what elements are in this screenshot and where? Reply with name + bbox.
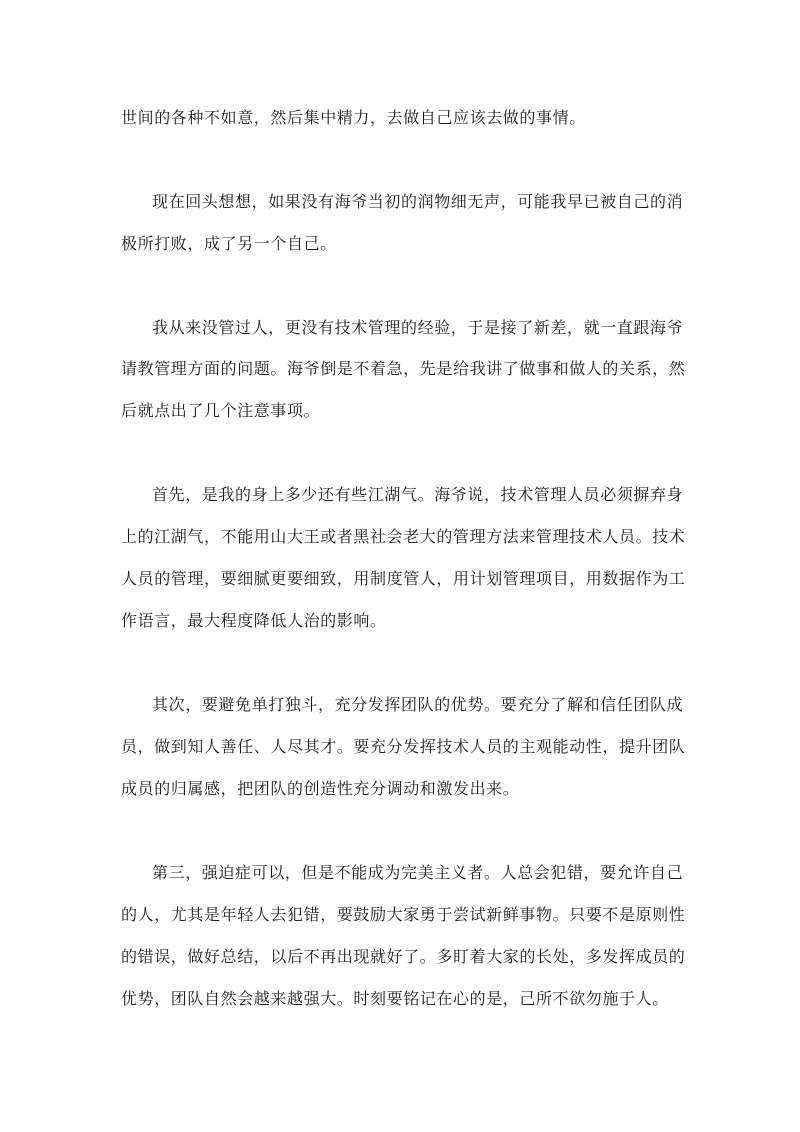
paragraph-5-line-2: 员，做到知人善任、人尽其才。要充分发挥技术人员的主观能动性，提升团队 bbox=[121, 737, 686, 756]
paragraph-6-line-2: 的人，尤其是年轻人去犯错，要鼓励大家勇于尝试新鲜事物。只要不是原则性 bbox=[121, 905, 686, 924]
paragraph-5-line-3: 成员的归属感，把团队的创造性充分调动和激发出来。 bbox=[121, 779, 520, 798]
paragraph-3-line-2: 请教管理方面的问题。海爷倒是不着急，先是给我讲了做事和做人的关系，然 bbox=[121, 359, 686, 378]
paragraph-3-line-3: 后就点出了几个注意事项。 bbox=[121, 401, 321, 420]
paragraph-1-line-1: 世间的各种不如意，然后集中精力，去做自己应该去做的事情。 bbox=[121, 108, 586, 127]
paragraph-6-line-4: 优势，团队自然会越来越强大。时刻要铭记在心的是，己所不欲勿施于人。 bbox=[121, 989, 669, 1008]
paragraph-2-line-2: 极所打败，成了另一个自己。 bbox=[121, 234, 337, 253]
paragraph-4-line-4: 作语言，最大程度降低人治的影响。 bbox=[121, 611, 387, 630]
paragraph-4-line-2: 上的江湖气，不能用山大王或者黑社会老大的管理方法来管理技术人员。技术 bbox=[121, 527, 686, 546]
paragraph-4-line-1: 首先，是我的身上多少还有些江湖气。海爷说，技术管理人员必须摒弃身 bbox=[152, 485, 684, 504]
paragraph-5-line-1: 其次，要避免单打独斗，充分发挥团队的优势。要充分了解和信任团队成 bbox=[152, 695, 684, 714]
paragraph-3-line-1: 我从来没管过人，更没有技术管理的经验，于是接了新差，就一直跟海爷 bbox=[152, 318, 684, 337]
paragraph-6-line-1: 第三，强迫症可以，但是不能成为完美主义者。人总会犯错，要允许自己 bbox=[152, 863, 684, 882]
paragraph-6-line-3: 的错误，做好总结，以后不再出现就好了。多盯着大家的长处，多发挥成员的 bbox=[121, 947, 686, 966]
paragraph-2-line-1: 现在回头想想，如果没有海爷当初的润物细无声，可能我早已被自己的消 bbox=[152, 192, 684, 211]
paragraph-4-line-3: 人员的管理，要细腻更要细致，用制度管人，用计划管理项目，用数据作为工 bbox=[121, 569, 686, 588]
